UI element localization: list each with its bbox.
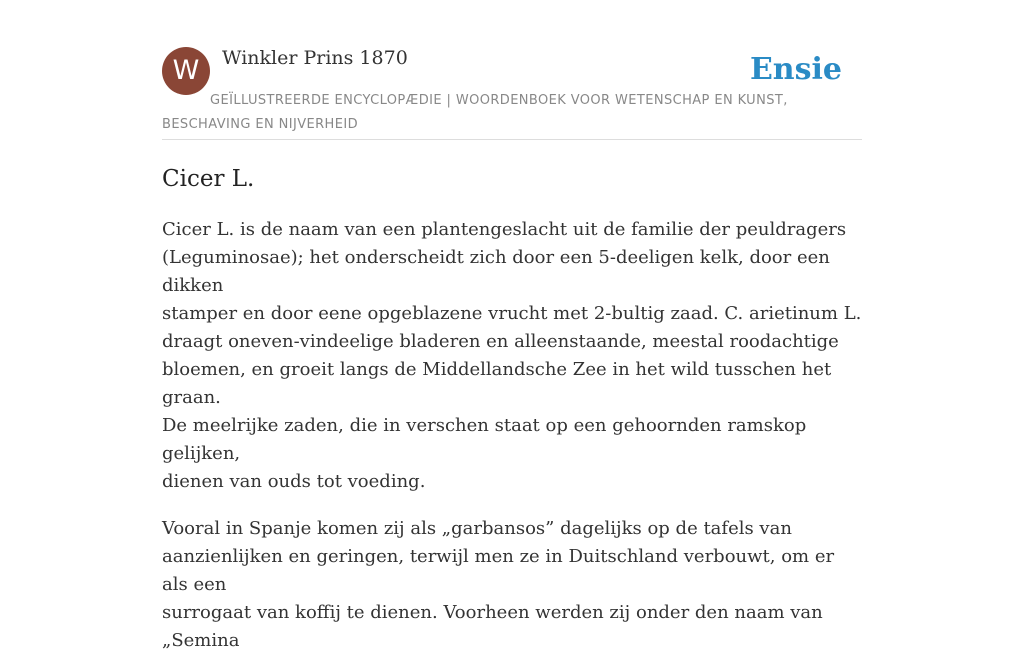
avatar-letter: W bbox=[172, 55, 200, 86]
article-title: Cicer L. bbox=[162, 166, 255, 192]
ensie-logo[interactable]: Ensie bbox=[749, 52, 842, 87]
source-avatar[interactable] bbox=[162, 47, 210, 95]
site-header bbox=[162, 46, 862, 140]
article-paragraph-1: Cicer L. is de naam van een plantengeslacht uit de familie der peuldragers (Leguminosae); het onderscheidt zich door een 5-deeligen kelk, door een dikken stamper en door eene opgeblazene vrucht met 2-bultig zaad. C. arietinum L. draagt oneven-vindeelige bladeren en alleenstaande, meestal roodachtige bloemen, en groeit langs de Middellandsche Zee in het wild tusschen het graan. De meelrijke zaden, die in verschen staat op een gehoornden ramskop gelijken, dienen van ouds tot voeding. bbox=[162, 219, 862, 492]
source-subtitle: GEÏLLUSTREERDE ENCYCLOPÆDIE | WOORDENBOEK VOOR WETENSCHAP EN KUNST, BESCHAVING EN NIJVERHEID bbox=[162, 93, 788, 132]
source-title[interactable]: Winkler Prins 1870 bbox=[222, 47, 408, 69]
article-paragraph-2: Vooral in Spanje komen zij als „garbansos” dagelijks op de tafels van aanzienlijken en geringen, terwijl men ze in Duitschland verbouwt, om er als een surrogaat van koffij te dienen. Voorheen werden zij onder den naam van „Semina bbox=[162, 518, 835, 651]
article bbox=[162, 162, 862, 655]
